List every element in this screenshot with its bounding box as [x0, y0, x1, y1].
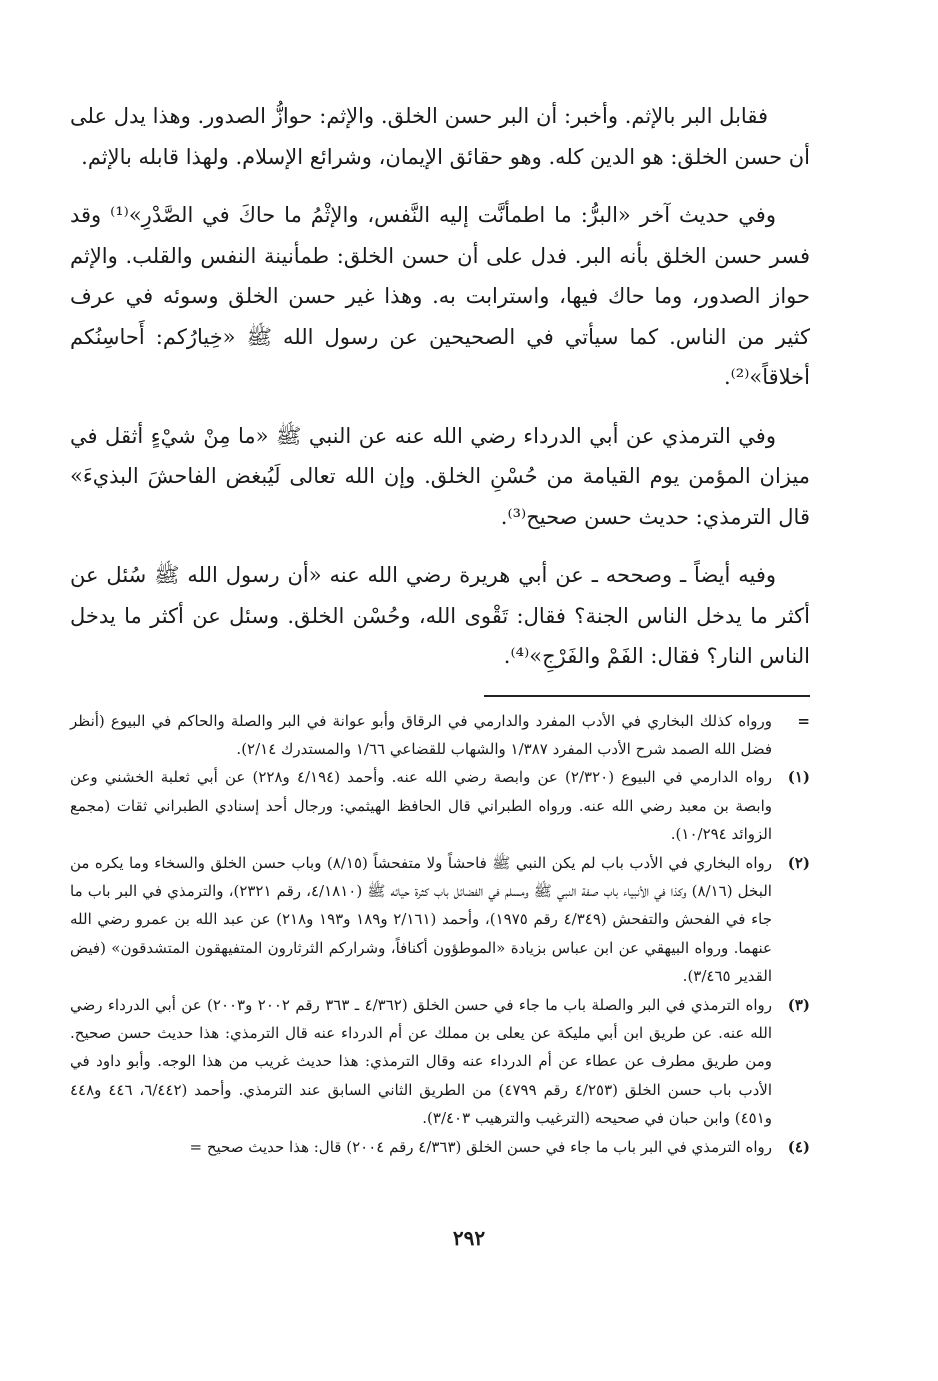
footnote-text: رواه الترمذي في البر باب ما جاء في حسن الخلق (٤/٣٦٣ رقم ٢٠٠٤) قال: هذا حديث صحيح =	[189, 1137, 772, 1156]
footnote-3	[70, 991, 810, 1133]
footnote-text: رواه الدارمي في البيوع (٢/٣٢٠) عن وابصة رضي الله عنه. وأحمد (٤/١٩٤ و٢٢٨) عن أبي ثعلبة الخشني وعن وابصة بن معبد رضي الله عنه. ورواه الطبراني قال الحافظ الهيثمي: ورجال أحد إسنادي الطبراني ثقات (مجمع الزوائد ١٠/٢٩٤).	[70, 768, 772, 844]
footnotes	[70, 707, 810, 1162]
footnote-1	[70, 763, 810, 848]
page-number: ٢٩٢	[452, 1226, 486, 1250]
paragraph-1: فقابل البر بالإثم. وأخبر: أن البر حسن الخلق. والإثم: حوازُّ الصدور. وهذا يدل على أن حسن الخلق: هو الدين كله. وهو حقائق الإيمان، وشرائع الإسلام. ولهذا قابله بالإثم.	[70, 104, 810, 169]
footnote-text: ورواه كذلك البخاري في الأدب المفرد والدارمي في الرقاق وأبو عوانة في البر والصلة والحاكم في البيوع (أنظر فضل الله الصمد شرح الأدب المفرد ١/٣٨٧ والشهاب للقضاعي ١/٦٦ والمستدرك ٢/١٤).	[70, 711, 772, 758]
paragraph-2: وفي حديث آخر «البرُّ: ما اطمأنَّت إليه النَّفس، والإثْمُ ما حاكَ في الصَّدْرِ»⁽¹⁾ وقد فسر حسن الخلق بأنه البر. فدل على أن حسن الخلق: طمأنينة النفس والقلب. والإثم حواز الصدور، وما حاك فيها، واسترابت به. وهذا غير حسن الخلق وسوئه في عرف كثير من الناس. كما سيأتي في الصحيحين عن رسول الله ﷺ «خِيارُكم: أَحاسِنُكم أخلاقاً»⁽²⁾.	[70, 203, 810, 389]
footnote-text: رواه الترمذي في البر والصلة باب ما جاء في حسن الخلق (٤/٣٦٢ ـ ٣٦٣ رقم ٢٠٠٢ و٢٠٠٣) عن أبي الدرداء رضي الله عنه. عن طريق ابن أبي مليكة عن يعلى بن مملك عن أم الدرداء عنه قال الترمذي: هذا حديث حسن صحيح. ومن طريق مطرف عن عطاء عن أم الدرداء عنه وقال الترمذي: هذا حديث غريب من هذا الوجه. وأبو داود في الأدب باب حسن الخلق (٤/٢٥٣ رقم ٤٧٩٩) من الطريق الثاني السابق عند الترمذي. وأحمد (٦/٤٤٢، ٤٤٦ و٤٤٨ و٤٥١) وابن حبان في صحيحه (الترغيب والترهيب ٣/٤٠٣).	[70, 995, 773, 1128]
footnote-4	[70, 1133, 810, 1161]
footnote-divider	[484, 695, 810, 697]
footnote-marker: (٣)	[787, 995, 810, 1014]
footnote-2	[70, 849, 810, 991]
paragraph-4: وفيه أيضاً ـ وصححه ـ عن أبي هريرة رضي الله عنه «أن رسول الله ﷺ سُئل عن أكثر ما يدخل الناس الجنة؟ فقال: تَقْوى الله، وحُسْن الخلق. وسئل عن أكثر ما يدخل الناس النار؟ فقال: الفَمْ والفَرْجِ»⁽⁴⁾.	[70, 563, 810, 668]
page-body	[70, 96, 810, 1161]
footnote-marker: (١)	[787, 768, 810, 787]
footnote-continued	[70, 707, 810, 764]
paragraph-3: وفي الترمذي عن أبي الدرداء رضي الله عنه عن النبي ﷺ «ما مِنْ شيْءٍ أثقل في ميزان المؤمن يوم القيامة من حُسْنِ الخلق. وإن الله تعالى لَيُبغض الفاحشَ البذيءَ» قال الترمذي: حديث حسن صحيح⁽³⁾.	[70, 423, 810, 529]
footnote-text: رواه البخاري في الأدب باب لم يكن النبي ﷺ فاحشاً ولا متفحشاً (٨/١٥) وباب حسن الخلق والسخاء وما يكره من البخل (٨/١٦) وكذا في الأنبياء باب صفة النبي ﷺ ومسلم في الفضائل باب كثرة حيائه ﷺ (٤/١٨١٠، رقم ٢٣٢١)، والترمذي في البر باب ما جاء في الفحش والتفحش (٤/٣٤٩ رقم ١٩٧٥)، وأحمد (٢/١٦١ و١٨٩ و١٩٣ و٢١٨) عن عبد الله بن عمرو رضي الله عنهما. ورواه البيهقي عن ابن عباس بزيادة «الموطؤون أكنافاً، وشراركم الثرثارون المتفيهقون المتشدقون» (فيض القدير ٣/٤٦٥).	[70, 853, 772, 986]
footnote-marker: =	[797, 711, 810, 730]
footnote-marker: (٤)	[787, 1137, 810, 1156]
footnote-marker: (٢)	[787, 853, 810, 872]
